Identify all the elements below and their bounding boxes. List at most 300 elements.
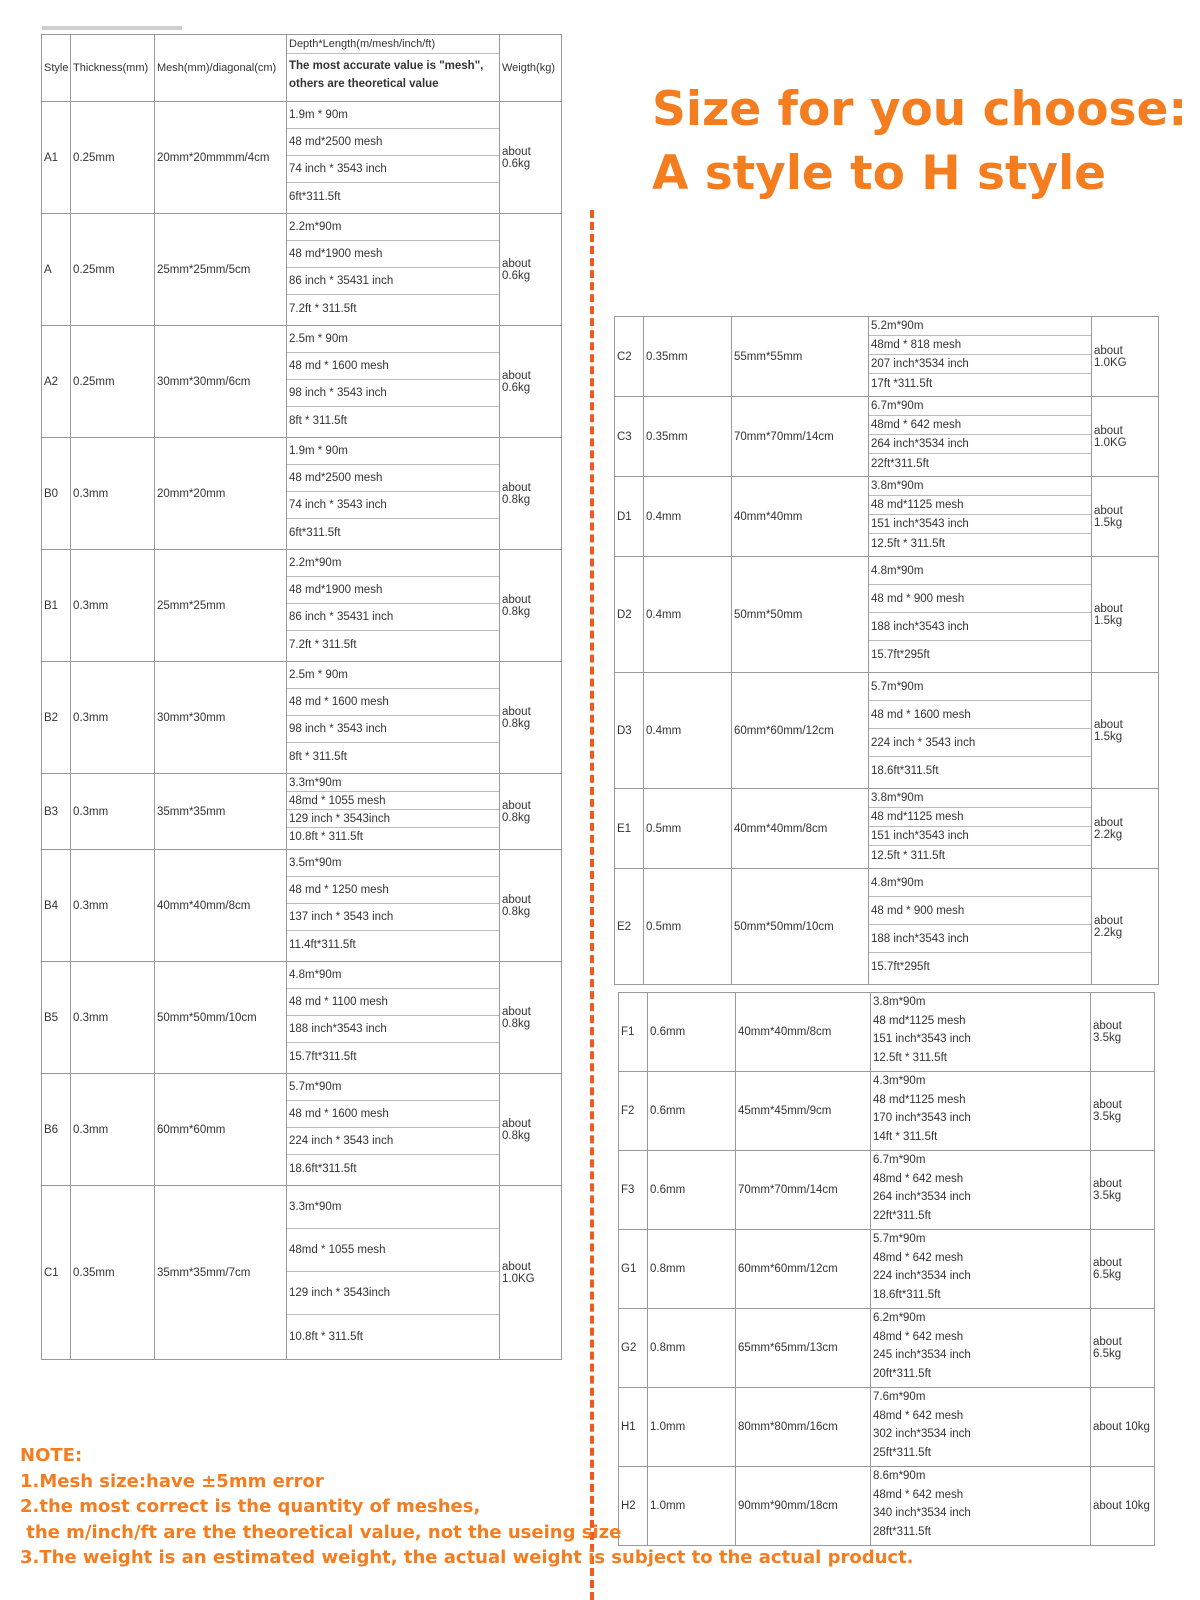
weight-line: 1.0KG xyxy=(1094,436,1127,449)
cell-thickness: 0.3mm xyxy=(71,962,155,1074)
depth-line: 48md * 818 mesh xyxy=(869,336,1091,355)
cell-depth-length xyxy=(287,662,500,774)
table-row xyxy=(619,993,1155,1072)
depth-line: 188 inch*3543 inch xyxy=(869,613,1091,641)
note-line-2: 2.the most correct is the quantity of meshes, xyxy=(20,1496,481,1517)
depth-line: 15.7ft*295ft xyxy=(871,649,930,661)
cell-mesh: 20mm*20mm xyxy=(155,438,287,550)
weight-line: 1.0KG xyxy=(502,1272,535,1285)
depth-line: 48 md*2500 mesh xyxy=(287,129,499,156)
cell-mesh: 60mm*60mm xyxy=(155,1074,287,1186)
depth-line: 18.6ft*311.5ft xyxy=(871,765,939,777)
table-row xyxy=(615,477,1159,557)
cell-thickness: 0.3mm xyxy=(71,438,155,550)
depth-line: 48md * 642 mesh xyxy=(873,1409,964,1422)
weight-line: 3.5kg xyxy=(1093,1111,1122,1123)
depth-line: 15.7ft*311.5ft xyxy=(289,1050,357,1063)
cell-mesh: 70mm*70mm/14cm xyxy=(736,1151,871,1230)
cell-depth-length xyxy=(869,317,1092,397)
table-row xyxy=(42,102,562,214)
depth-line: 8.6m*90m xyxy=(873,1470,926,1483)
cell-mesh: 55mm*55mm xyxy=(732,317,869,397)
depth-line: 6.2m*90m xyxy=(873,1312,926,1325)
cell-thickness: 0.3mm xyxy=(71,774,155,850)
depth-line: 48 md*1125 mesh xyxy=(873,1014,966,1027)
cell-weight xyxy=(500,962,562,1074)
depth-line: 6ft*311.5ft xyxy=(289,526,341,539)
note-line-3: the m/inch/ft are the theoretical value, not the useing size xyxy=(20,1521,622,1543)
weight-line: about xyxy=(502,593,531,606)
cell-style: F2 xyxy=(619,1072,648,1151)
weight-line: about xyxy=(1094,914,1123,927)
depth-line: 151 inch*3543 inch xyxy=(869,827,1091,846)
depth-line: 14ft * 311.5ft xyxy=(873,1130,938,1143)
depth-line: 3.8m*90m xyxy=(873,996,926,1009)
cell-style: H1 xyxy=(619,1388,648,1467)
cell-weight xyxy=(500,1186,562,1360)
depth-line: 224 inch * 3543 inch xyxy=(287,1128,499,1155)
depth-line: 48 md * 1600 mesh xyxy=(287,353,499,380)
cell-thickness: 0.5mm xyxy=(644,869,732,985)
cell-depth-length xyxy=(287,326,500,438)
weight-line: about xyxy=(502,893,531,906)
cell-depth-length xyxy=(869,673,1092,789)
weight-line: 0.8kg xyxy=(502,1129,531,1142)
depth-line: 4.8m*90m xyxy=(869,869,1091,897)
weight-line: about xyxy=(1093,1020,1122,1032)
depth-line: 86 inch * 35431 inch xyxy=(287,604,499,631)
depth-line: 48md * 642 mesh xyxy=(869,416,1091,435)
cell-mesh: 40mm*40mm/8cm xyxy=(736,993,871,1072)
spec-table-right-upper xyxy=(614,316,1159,985)
cell-thickness: 0.6mm xyxy=(648,993,736,1072)
cell-depth-length xyxy=(869,789,1092,869)
cell-mesh: 70mm*70mm/14cm xyxy=(732,397,869,477)
headline-line-2: A style to H style xyxy=(652,146,1107,201)
depth-line: 48 md * 1600 mesh xyxy=(287,689,499,716)
cell-weight xyxy=(1092,557,1159,673)
cell-thickness: 0.35mm xyxy=(71,1186,155,1360)
depth-line: 12.5ft * 311.5ft xyxy=(873,1051,947,1064)
cell-weight xyxy=(1091,993,1155,1072)
depth-line: 224 inch * 3543 inch xyxy=(869,729,1091,757)
depth-line: 224 inch*3534 inch xyxy=(873,1270,971,1283)
weight-line: about xyxy=(502,145,531,158)
cell-weight xyxy=(500,102,562,214)
weight-line: about xyxy=(502,1117,531,1130)
weight-line: about xyxy=(502,1005,531,1018)
depth-line: 48 md * 900 mesh xyxy=(869,897,1091,925)
cell-style: F3 xyxy=(619,1151,648,1230)
cell-weight xyxy=(1091,1467,1155,1546)
cell-depth-length xyxy=(871,1151,1091,1230)
weight-line: about xyxy=(502,705,531,718)
cell-weight xyxy=(1091,1151,1155,1230)
col-header-depth-note: The most accurate value is "mesh", others are theoretical value xyxy=(289,60,484,90)
weight-line: 0.6kg xyxy=(502,157,531,170)
table-row xyxy=(615,557,1159,673)
cell-depth-length xyxy=(869,869,1092,985)
depth-line: 48 md*2500 mesh xyxy=(287,465,499,492)
cell-style: G2 xyxy=(619,1309,648,1388)
depth-line: 2.2m*90m xyxy=(287,214,499,241)
table-header-row xyxy=(42,35,562,102)
depth-line: 74 inch * 3543 inch xyxy=(287,156,499,183)
table-row xyxy=(42,962,562,1074)
table-row xyxy=(42,1074,562,1186)
depth-line: 98 inch * 3543 inch xyxy=(287,716,499,743)
table-row xyxy=(615,789,1159,869)
weight-line: about xyxy=(1094,424,1123,437)
cell-thickness: 0.25mm xyxy=(71,214,155,326)
cell-mesh: 60mm*60mm/12cm xyxy=(732,673,869,789)
headline xyxy=(652,78,1187,206)
depth-line: 22ft*311.5ft xyxy=(873,1209,931,1222)
cell-weight xyxy=(500,214,562,326)
weight-line: 6.5kg xyxy=(1093,1269,1122,1281)
depth-line: 188 inch*3543 inch xyxy=(287,1016,499,1043)
depth-line: 264 inch*3534 inch xyxy=(873,1191,971,1204)
cell-style: B1 xyxy=(42,550,71,662)
dashed-divider xyxy=(590,210,594,1600)
depth-line: 1.9m * 90m xyxy=(287,102,499,129)
depth-line: 48md * 642 mesh xyxy=(873,1251,964,1264)
weight-line: about xyxy=(502,799,531,812)
cell-mesh: 45mm*45mm/9cm xyxy=(736,1072,871,1151)
cell-weight xyxy=(1091,1309,1155,1388)
table-row xyxy=(619,1072,1155,1151)
cell-depth-length xyxy=(871,1309,1091,1388)
weight-line: about xyxy=(1094,504,1123,517)
col-header-style: Style xyxy=(42,35,71,102)
cell-depth-length xyxy=(287,1186,500,1360)
depth-line: 48 md*1125 mesh xyxy=(869,496,1091,515)
table-row xyxy=(615,869,1159,985)
depth-line: 151 inch*3543 inch xyxy=(869,515,1091,534)
depth-line: 1.9m * 90m xyxy=(287,438,499,465)
cell-style: G1 xyxy=(619,1230,648,1309)
weight-line: 0.6kg xyxy=(502,381,531,394)
cell-depth-length xyxy=(287,550,500,662)
depth-line: 5.7m*90m xyxy=(873,1233,926,1246)
cell-thickness: 0.3mm xyxy=(71,1074,155,1186)
weight-line: 0.8kg xyxy=(502,717,531,730)
depth-line: 129 inch * 3543inch xyxy=(287,810,499,828)
cell-weight xyxy=(1092,317,1159,397)
cell-style: A xyxy=(42,214,71,326)
cell-depth-length xyxy=(287,962,500,1074)
cell-thickness: 1.0mm xyxy=(648,1388,736,1467)
weight-line: about xyxy=(1093,1336,1122,1348)
depth-line: 48 md * 1600 mesh xyxy=(869,701,1091,729)
table-row xyxy=(42,438,562,550)
depth-line: 2.5m * 90m xyxy=(287,326,499,353)
weight-line: about xyxy=(1093,1178,1122,1190)
weight-line: about 10kg xyxy=(1093,1421,1150,1433)
weight-line: about xyxy=(1094,344,1123,357)
cell-mesh: 80mm*80mm/16cm xyxy=(736,1388,871,1467)
depth-line: 6.7m*90m xyxy=(873,1154,926,1167)
weight-line: 0.8kg xyxy=(502,493,531,506)
depth-line: 18.6ft*311.5ft xyxy=(873,1288,941,1301)
cell-weight xyxy=(500,662,562,774)
headline-line-1: Size for you choose: xyxy=(652,82,1188,137)
col-header-weight: Weigth(kg) xyxy=(500,35,562,102)
weight-line: about xyxy=(1094,602,1123,615)
cell-mesh: 35mm*35mm/7cm xyxy=(155,1186,287,1360)
depth-line: 3.8m*90m xyxy=(869,477,1091,496)
cell-thickness: 1.0mm xyxy=(648,1467,736,1546)
weight-line: 6.5kg xyxy=(1093,1348,1122,1360)
depth-line: 48md * 642 mesh xyxy=(873,1488,964,1501)
depth-line: 5.7m*90m xyxy=(287,1074,499,1101)
note-block xyxy=(20,1443,914,1571)
weight-line: 1.5kg xyxy=(1094,614,1123,627)
cell-style: D1 xyxy=(615,477,644,557)
depth-line: 86 inch * 35431 inch xyxy=(287,268,499,295)
table-row xyxy=(42,662,562,774)
table-row xyxy=(42,326,562,438)
cell-weight xyxy=(1091,1072,1155,1151)
col-header-mesh: Mesh(mm)/diagonal(cm) xyxy=(155,35,287,102)
depth-line: 3.5m*90m xyxy=(287,850,499,877)
cell-mesh: 40mm*40mm/8cm xyxy=(732,789,869,869)
cell-thickness: 0.3mm xyxy=(71,850,155,962)
cell-style: E1 xyxy=(615,789,644,869)
cell-weight xyxy=(500,774,562,850)
cell-style: E2 xyxy=(615,869,644,985)
depth-line: 48md * 1055 mesh xyxy=(287,792,499,810)
depth-line: 18.6ft*311.5ft xyxy=(289,1162,357,1175)
cell-weight xyxy=(1091,1230,1155,1309)
depth-line: 7.6m*90m xyxy=(873,1391,926,1404)
table-row xyxy=(42,774,562,850)
cell-weight xyxy=(500,550,562,662)
note-line-1: 1.Mesh size:have ±5mm error xyxy=(20,1470,324,1492)
depth-line: 15.7ft*295ft xyxy=(871,961,930,973)
cell-mesh: 90mm*90mm/18cm xyxy=(736,1467,871,1546)
cell-style: B0 xyxy=(42,438,71,550)
weight-line: 0.8kg xyxy=(502,605,531,618)
depth-line: 12.5ft * 311.5ft xyxy=(871,537,945,550)
table-row xyxy=(42,1186,562,1360)
depth-line: 2.2m*90m xyxy=(287,550,499,577)
depth-line: 3.3m*90m xyxy=(287,1186,499,1229)
cell-weight xyxy=(500,326,562,438)
cell-mesh: 50mm*50mm/10cm xyxy=(732,869,869,985)
weight-line: 0.8kg xyxy=(502,1017,531,1030)
col-header-depth xyxy=(287,35,500,102)
cell-thickness: 0.6mm xyxy=(648,1151,736,1230)
depth-line: 4.3m*90m xyxy=(873,1075,926,1088)
depth-line: 25ft*311.5ft xyxy=(873,1446,931,1459)
weight-line: about xyxy=(1093,1257,1122,1269)
depth-line: 4.8m*90m xyxy=(869,557,1091,585)
weight-line: 2.2kg xyxy=(1094,926,1123,939)
note-title: NOTE: xyxy=(20,1445,83,1466)
cell-depth-length xyxy=(871,1230,1091,1309)
cell-thickness: 0.4mm xyxy=(644,477,732,557)
depth-line: 48md * 642 mesh xyxy=(873,1330,964,1343)
depth-line: 188 inch*3543 inch xyxy=(869,925,1091,953)
depth-line: 5.7m*90m xyxy=(869,673,1091,701)
cell-thickness: 0.3mm xyxy=(71,550,155,662)
cell-thickness: 0.6mm xyxy=(648,1072,736,1151)
weight-line: 3.5kg xyxy=(1093,1032,1122,1044)
weight-line: about xyxy=(1093,1099,1122,1111)
cell-style: A2 xyxy=(42,326,71,438)
cell-thickness: 0.35mm xyxy=(644,397,732,477)
cell-thickness: 0.4mm xyxy=(644,557,732,673)
cell-mesh: 25mm*25mm xyxy=(155,550,287,662)
cell-style: H2 xyxy=(619,1467,648,1546)
table-row xyxy=(615,673,1159,789)
depth-line: 48 md*1125 mesh xyxy=(869,808,1091,827)
depth-line: 48 md * 1600 mesh xyxy=(287,1101,499,1128)
cell-weight xyxy=(500,438,562,550)
cell-thickness: 0.4mm xyxy=(644,673,732,789)
cell-thickness: 0.35mm xyxy=(644,317,732,397)
cell-weight xyxy=(1092,869,1159,985)
cell-style: A1 xyxy=(42,102,71,214)
depth-line: 28ft*311.5ft xyxy=(873,1525,931,1538)
weight-line: about xyxy=(1094,816,1123,829)
cell-mesh: 35mm*35mm xyxy=(155,774,287,850)
cell-weight xyxy=(1092,477,1159,557)
depth-line: 48md * 642 mesh xyxy=(873,1172,964,1185)
cell-thickness: 0.3mm xyxy=(71,662,155,774)
table-row xyxy=(615,317,1159,397)
cell-weight xyxy=(1091,1388,1155,1467)
weight-line: about xyxy=(502,1260,531,1273)
depth-line: 48md * 1055 mesh xyxy=(287,1229,499,1272)
cell-mesh: 20mm*20mmmm/4cm xyxy=(155,102,287,214)
weight-line: 1.5kg xyxy=(1094,730,1123,743)
weight-line: 2.2kg xyxy=(1094,828,1123,841)
cell-style: C2 xyxy=(615,317,644,397)
cell-depth-length xyxy=(287,774,500,850)
weight-line: about xyxy=(502,481,531,494)
cell-thickness: 0.5mm xyxy=(644,789,732,869)
depth-line: 48 md * 1100 mesh xyxy=(287,989,499,1016)
depth-line: 7.2ft * 311.5ft xyxy=(289,302,357,315)
table-row xyxy=(42,850,562,962)
table-row xyxy=(42,214,562,326)
table-row xyxy=(619,1309,1155,1388)
table-row xyxy=(42,550,562,662)
col-header-depth-title: Depth*Length(m/mesh/inch/ft) xyxy=(287,35,499,54)
depth-line: 6.7m*90m xyxy=(869,397,1091,416)
depth-line: 207 inch*3534 inch xyxy=(869,355,1091,374)
cell-depth-length xyxy=(287,438,500,550)
cell-depth-length xyxy=(287,214,500,326)
cell-weight xyxy=(1092,673,1159,789)
depth-line: 74 inch * 3543 inch xyxy=(287,492,499,519)
weight-line: about xyxy=(502,257,531,270)
depth-line: 20ft*311.5ft xyxy=(873,1367,931,1380)
depth-line: 17ft *311.5ft xyxy=(871,377,933,390)
weight-line: about xyxy=(1094,718,1123,731)
weight-line: 1.0KG xyxy=(1094,356,1127,369)
cell-depth-length xyxy=(871,993,1091,1072)
cell-mesh: 60mm*60mm/12cm xyxy=(736,1230,871,1309)
depth-line: 3.3m*90m xyxy=(287,774,499,792)
weight-line: about 10kg xyxy=(1093,1500,1150,1512)
cell-weight xyxy=(500,1074,562,1186)
cell-style: B2 xyxy=(42,662,71,774)
depth-line: 11.4ft*311.5ft xyxy=(289,938,356,951)
cell-thickness: 0.8mm xyxy=(648,1230,736,1309)
depth-line: 48 md * 1250 mesh xyxy=(287,877,499,904)
cell-weight xyxy=(500,850,562,962)
col-header-thickness: Thickness(mm) xyxy=(71,35,155,102)
table-row xyxy=(619,1151,1155,1230)
cell-depth-length xyxy=(287,850,500,962)
depth-line: 5.2m*90m xyxy=(869,317,1091,336)
cell-style: B5 xyxy=(42,962,71,1074)
depth-line: 22ft*311.5ft xyxy=(871,457,929,470)
cell-weight xyxy=(1092,789,1159,869)
cell-mesh: 30mm*30mm/6cm xyxy=(155,326,287,438)
weight-line: 0.8kg xyxy=(502,811,531,824)
cell-thickness: 0.8mm xyxy=(648,1309,736,1388)
depth-line: 6ft*311.5ft xyxy=(289,190,341,203)
depth-line: 48 md*1900 mesh xyxy=(287,241,499,268)
cell-style: B6 xyxy=(42,1074,71,1186)
top-edge-bar xyxy=(42,26,182,30)
depth-line: 340 inch*3534 inch xyxy=(873,1507,971,1520)
depth-line: 2.5m * 90m xyxy=(287,662,499,689)
cell-weight xyxy=(1092,397,1159,477)
depth-line: 137 inch * 3543 inch xyxy=(287,904,499,931)
note-line-4: 3.The weight is an estimated weight, the actual weight is subject to the actual product. xyxy=(20,1547,914,1568)
depth-line: 12.5ft * 311.5ft xyxy=(871,849,945,862)
depth-line: 264 inch*3534 inch xyxy=(869,435,1091,454)
depth-line: 151 inch*3543 inch xyxy=(873,1033,971,1046)
cell-style: D2 xyxy=(615,557,644,673)
depth-line: 48 md*1125 mesh xyxy=(873,1093,966,1106)
cell-style: B3 xyxy=(42,774,71,850)
cell-depth-length xyxy=(287,102,500,214)
cell-style: C1 xyxy=(42,1186,71,1360)
table-row xyxy=(619,1230,1155,1309)
cell-style: C3 xyxy=(615,397,644,477)
depth-line: 7.2ft * 311.5ft xyxy=(289,638,357,651)
weight-line: 0.6kg xyxy=(502,269,531,282)
depth-line: 48 md*1900 mesh xyxy=(287,577,499,604)
depth-line: 129 inch * 3543inch xyxy=(287,1272,499,1315)
depth-line: 245 inch*3534 inch xyxy=(873,1349,971,1362)
cell-depth-length xyxy=(869,557,1092,673)
depth-line: 8ft * 311.5ft xyxy=(289,414,347,427)
cell-mesh: 40mm*40mm/8cm xyxy=(155,850,287,962)
depth-line: 98 inch * 3543 inch xyxy=(287,380,499,407)
depth-line: 10.8ft * 311.5ft xyxy=(289,831,363,843)
cell-depth-length xyxy=(287,1074,500,1186)
cell-thickness: 0.25mm xyxy=(71,326,155,438)
cell-mesh: 50mm*50mm/10cm xyxy=(155,962,287,1074)
depth-line: 3.8m*90m xyxy=(869,789,1091,808)
spec-table-left xyxy=(41,34,562,1360)
depth-line: 302 inch*3534 inch xyxy=(873,1428,971,1441)
cell-style: F1 xyxy=(619,993,648,1072)
depth-line: 8ft * 311.5ft xyxy=(289,750,347,763)
cell-mesh: 50mm*50mm xyxy=(732,557,869,673)
cell-depth-length xyxy=(871,1072,1091,1151)
cell-style: B4 xyxy=(42,850,71,962)
cell-mesh: 40mm*40mm xyxy=(732,477,869,557)
weight-line: about xyxy=(502,369,531,382)
